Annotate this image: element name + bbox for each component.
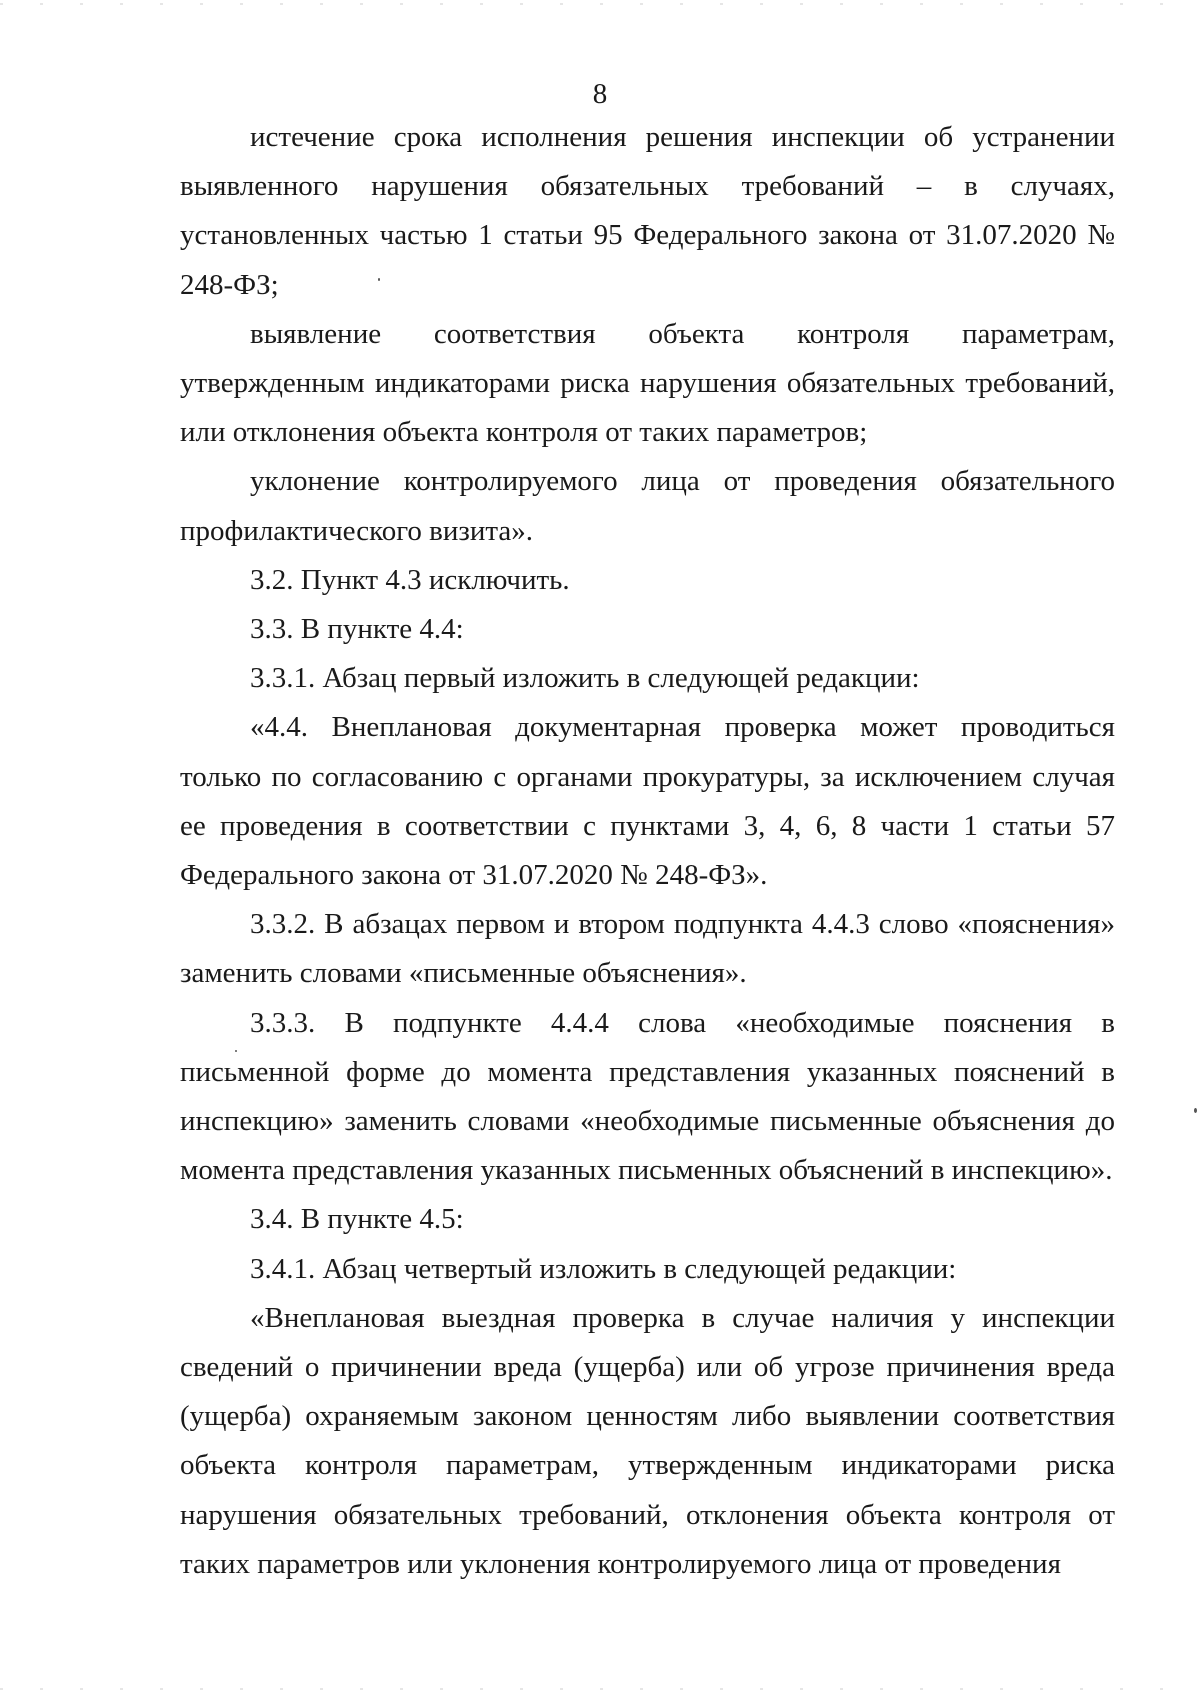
page-number: 8 bbox=[592, 78, 608, 110]
paragraph: 3.3.1. Абзац первый изложить в следующей редакции: bbox=[250, 662, 920, 695]
paragraph: 3.3.3. В подпункте 4.4.4 слова «необходимые пояснения в письменной форме до момента представления указанных пояснений в инспекцию» заменить словами «необходимые письменные объяснения до момента представления указанных письменных объяснений в инспекцию». bbox=[180, 1006, 1115, 1187]
document-body bbox=[180, 113, 1115, 1589]
scan-speck bbox=[378, 278, 380, 281]
scan-speck bbox=[235, 1050, 237, 1052]
paragraph: «4.4. Внеплановая документарная проверка может проводиться только по согласованию с органами прокуратуры, за исключением случая ее проведения в соответствии с пунктами 3, 4, 6, 8 части 1 статьи 57 Федерального закона от 31.07.2020 № 248-ФЗ». bbox=[180, 711, 1115, 892]
paragraph: 3.3. В пункте 4.4: bbox=[250, 613, 464, 646]
paragraph: 3.4. В пункте 4.5: bbox=[250, 1203, 464, 1236]
paragraph: истечение срока исполнения решения инспекции об устранении выявленного нарушения обязательных требований – в случаях, установленных частью 1 статьи 95 Федерального закона от 31.07.2020 № 248-ФЗ; bbox=[180, 121, 1115, 301]
scan-speck bbox=[1194, 1108, 1197, 1113]
paragraph: 3.3.2. В абзацах первом и втором подпункта 4.4.3 слово «пояснения» заменить словами «письменные объяснения». bbox=[180, 908, 1115, 990]
paragraph: уклонение контролируемого лица от проведения обязательного профилактического визита». bbox=[180, 465, 1115, 547]
scan-edge-top bbox=[0, 3, 1200, 5]
paragraph: 3.4.1. Абзац четвертый изложить в следующей редакции: bbox=[250, 1252, 957, 1285]
paragraph: «Внеплановая выездная проверка в случае наличия у инспекции сведений о причинении вреда (ущерба) или об угрозе причинения вреда (ущерба) охраняемым законом ценностям либо выявлении соответствия объекта контроля параметрам, утвержденным индикаторами риска нарушения обязательных требований, отклонения объекта контроля от таких параметров или уклонения контролируемого лица от проведения bbox=[180, 1301, 1115, 1580]
paragraph: 3.2. Пункт 4.3 исключить. bbox=[250, 563, 570, 596]
scan-edge-bottom bbox=[0, 1688, 1200, 1690]
paragraph: выявление соответствия объекта контроля параметрам, утвержденным индикаторами риска нарушения обязательных требований, или отклонения объекта контроля от таких параметров; bbox=[180, 317, 1115, 449]
